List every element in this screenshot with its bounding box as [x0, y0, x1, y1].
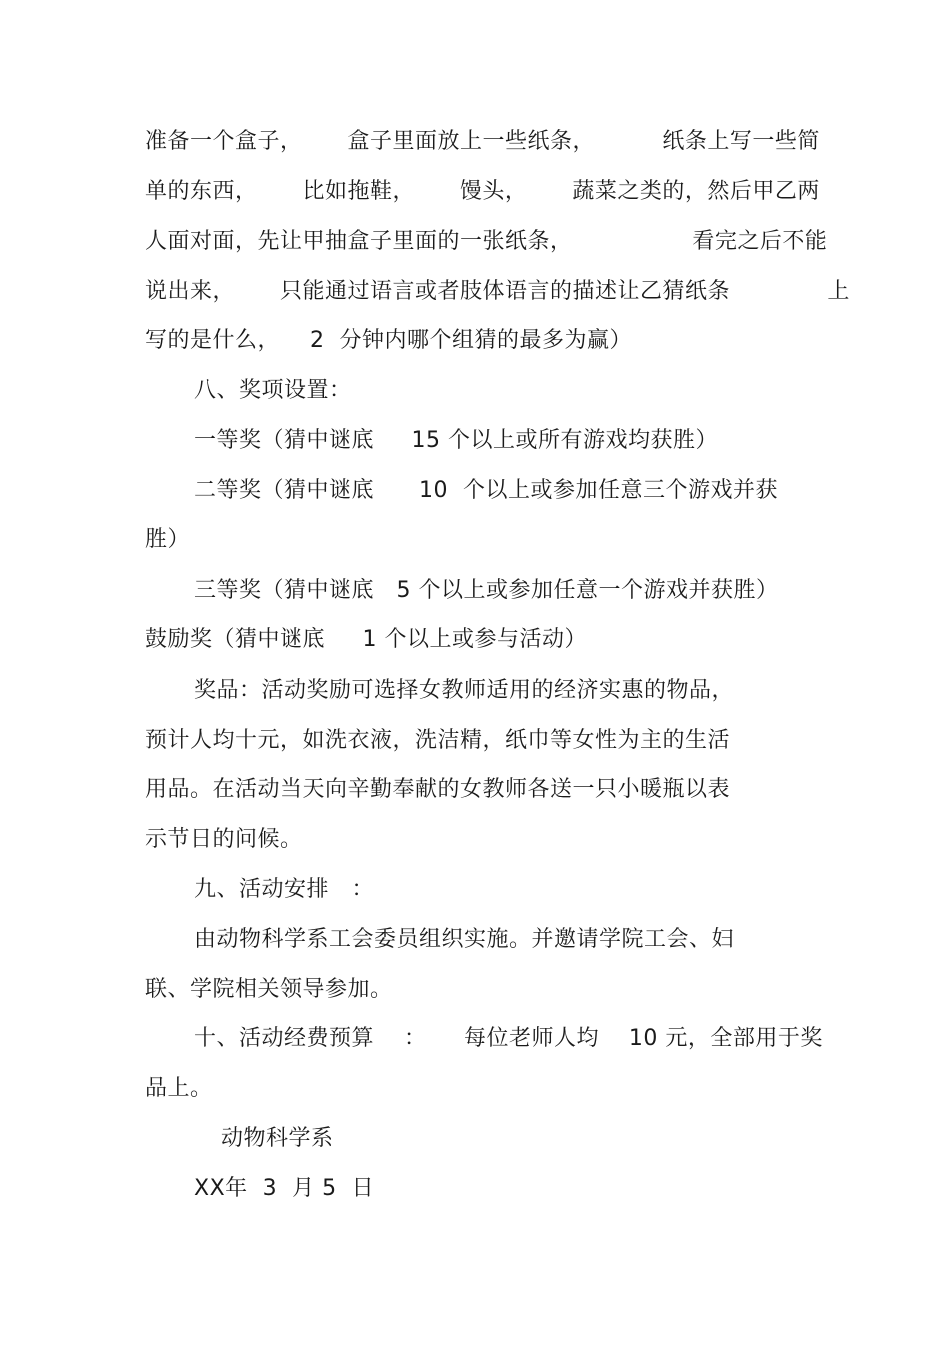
arrangement-paragraph-line: 联、学院相关领导参加。	[145, 977, 393, 1002]
section-heading-budget: 十、活动经费预算 ： 每位老师人均 10 元，全部用于奖	[194, 1026, 823, 1051]
award-second-prize-continued: 胜）	[145, 527, 191, 552]
prizes-paragraph-line: 示节日的问候。	[145, 827, 303, 852]
section-heading-arrangement: 九、活动安排 ：	[194, 877, 374, 902]
section-heading-awards: 八、奖项设置：	[194, 378, 352, 403]
award-third-prize: 三等奖（猜中谜底 5 个以上或参加任意一个游戏并获胜）	[194, 578, 779, 603]
award-encouragement-prize: 鼓励奖（猜中谜底 1 个以上或参与活动）	[145, 627, 587, 652]
paragraph-line: 说出来， 只能通过语言或者肢体语言的描述让乙猜纸条 上	[145, 279, 850, 304]
award-first-prize: 一等奖（猜中谜底 15 个以上或所有游戏均获胜）	[194, 428, 718, 453]
paragraph-line: 人面对面，先让甲抽盒子里面的一张纸条， 看完之后不能	[145, 229, 828, 254]
budget-paragraph-line: 品上。	[145, 1076, 213, 1101]
arrangement-paragraph-line: 由动物科学系工会委员组织实施。并邀请学院工会、妇	[194, 927, 735, 952]
paragraph-line: 准备一个盒子， 盒子里面放上一些纸条， 纸条上写一些简	[145, 129, 820, 154]
signature-department: 动物科学系	[221, 1126, 334, 1151]
prizes-paragraph-line: 预计人均十元，如洗衣液，洗洁精，纸巾等女性为主的生活	[145, 728, 731, 753]
signature-date: XX年 3 月 5 日	[194, 1176, 375, 1201]
prizes-paragraph-line: 奖品：活动奖励可选择女教师适用的经济实惠的物品，	[194, 678, 735, 703]
prizes-paragraph-line: 用品。在活动当天向辛勤奉献的女教师各送一只小暖瓶以表	[145, 777, 731, 802]
award-second-prize: 二等奖（猜中谜底 10 个以上或参加任意三个游戏并获	[194, 478, 778, 503]
paragraph-line: 写的是什么， 2 分钟内哪个组猜的最多为赢）	[145, 328, 632, 353]
paragraph-line: 单的东西， 比如拖鞋， 馒头， 蔬菜之类的，然后甲乙两	[145, 179, 820, 204]
